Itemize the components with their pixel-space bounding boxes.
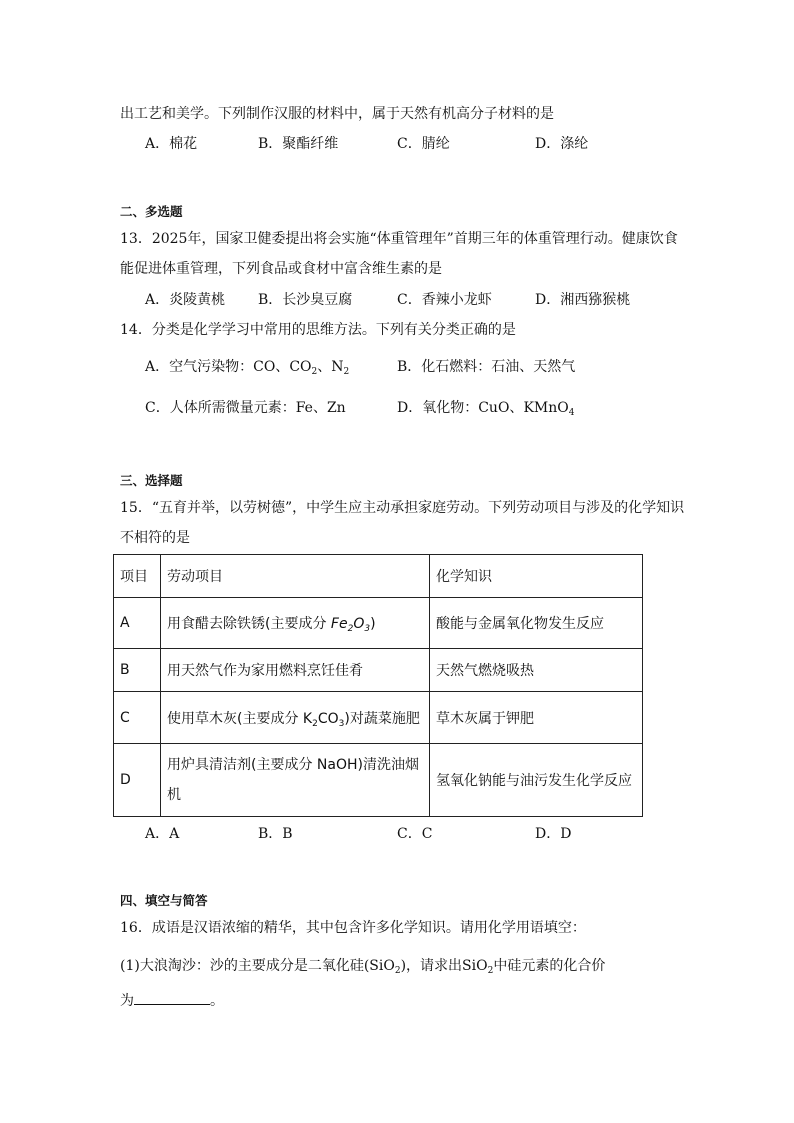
q12-option-a[interactable]: A．棉花 xyxy=(145,136,198,152)
row-a-item: A xyxy=(114,598,161,649)
q16-sub1-line1: (1)大浪淘沙：沙的主要成分是二氧化硅(SiO$_2$)，请求出SiO$_2$中硅元素的化合价 xyxy=(120,958,606,976)
header-task: 劳动项目 xyxy=(161,555,430,598)
q16-sub1-line2: 为 。 xyxy=(120,990,224,1011)
n2-formula: $N_2$ xyxy=(331,359,350,377)
row-a-knowledge: 酸能与金属氧化物发生反应 xyxy=(430,598,643,649)
q13-stem-line1: 13．2025年，国家卫健委提出将会实施“体重管理年”首期三年的体重管理行动。健康饮食 xyxy=(120,231,678,247)
row-c-task: 使用草木灰(主要成分 $K_2CO_3$)对蔬菜施肥 xyxy=(161,692,430,744)
row-b-knowledge: 天然气燃烧吸热 xyxy=(430,649,643,692)
q13-stem-line2: 能促进体重管理，下列食品或食材中富含维生素的是 xyxy=(120,261,442,277)
q14-option-d[interactable]: D．氧化物：CuO、KMnO$_4$ xyxy=(397,400,575,418)
table-row xyxy=(114,692,643,744)
q15-stem-line2: 不相符的是 xyxy=(120,530,190,546)
q14-stem: 14．分类是化学学习中常用的思维方法。下列有关分类正确的是 xyxy=(120,322,516,338)
q13-option-c[interactable]: C．香辣小龙虾 xyxy=(397,292,492,308)
kmno4-formula: KMnO$_4$ xyxy=(523,400,575,418)
q14-option-b[interactable]: B．化石燃料：石油、天然气 xyxy=(397,359,576,375)
header-knowledge: 化学知识 xyxy=(430,555,643,598)
table-row xyxy=(114,649,643,692)
q15-table xyxy=(113,554,643,817)
q13-option-d[interactable]: D．湘西猕猴桃 xyxy=(535,292,631,308)
q15-option-c[interactable]: C．C xyxy=(397,826,433,842)
row-c-knowledge: 草木灰属于钾肥 xyxy=(430,692,643,744)
q15-option-a[interactable]: A．A xyxy=(145,826,180,842)
q12-option-c[interactable]: C．腈纶 xyxy=(397,136,450,152)
section-heading-choice: 三、选择题 xyxy=(120,473,183,488)
row-d-item: D xyxy=(114,744,161,817)
q14-option-c[interactable]: C．人体所需微量元素：Fe、Zn xyxy=(145,400,346,416)
q15-option-d[interactable]: D．D xyxy=(535,826,572,842)
table-row xyxy=(114,744,643,817)
row-b-item: B xyxy=(114,649,161,692)
q13-option-a[interactable]: A．炎陵黄桃 xyxy=(145,292,226,308)
row-c-item: C xyxy=(114,692,161,744)
q15-stem-line1: 15．“五育并举，以劳树德”，中学生应主动承担家庭劳动。下列劳动项目与涉及的化学知识 xyxy=(120,500,685,516)
q12-stem-tail: 出工艺和美学。下列制作汉服的材料中，属于天然有机高分子材料的是 xyxy=(120,106,554,122)
header-item: 项目 xyxy=(114,555,161,598)
fe2o3-formula: $Fe_2O_3$ xyxy=(330,616,371,634)
q12-option-b[interactable]: B．聚酯纤维 xyxy=(258,136,339,152)
q14-option-a[interactable]: A．空气污染物：CO、$CO_2$、$N_2$ xyxy=(145,359,350,377)
q15-option-b[interactable]: B．B xyxy=(258,826,293,842)
q16-stem: 16．成语是汉语浓缩的精华，其中包含许多化学知识。请用化学用语填空： xyxy=(120,920,586,936)
co2-formula: $CO_2$ xyxy=(289,359,318,377)
section-heading-fill-in: 四、填空与简答 xyxy=(120,893,208,908)
section-heading-multiple-choice: 二、多选题 xyxy=(120,204,183,219)
row-d-task: 用炉具清洁剂(主要成分 NaOH)清洗油烟 机 xyxy=(161,744,430,817)
k2co3-formula: $K_2CO_3$ xyxy=(302,710,345,729)
row-a-task: 用食醋去除铁锈(主要成分 $Fe_2O_3$) xyxy=(161,598,430,649)
answer-blank[interactable] xyxy=(134,990,210,1005)
table-row xyxy=(114,598,643,649)
q14-option-a-prefix: A．空气污染物：CO、 xyxy=(145,359,290,375)
row-d-knowledge: 氢氧化钠能与油污发生化学反应 xyxy=(430,744,643,817)
q13-option-b[interactable]: B．长沙臭豆腐 xyxy=(258,292,353,308)
row-b-task: 用天然气作为家用燃料烹饪佳肴 xyxy=(161,649,430,692)
table-header-row xyxy=(114,555,643,598)
q12-option-d[interactable]: D．涤纶 xyxy=(535,136,589,152)
